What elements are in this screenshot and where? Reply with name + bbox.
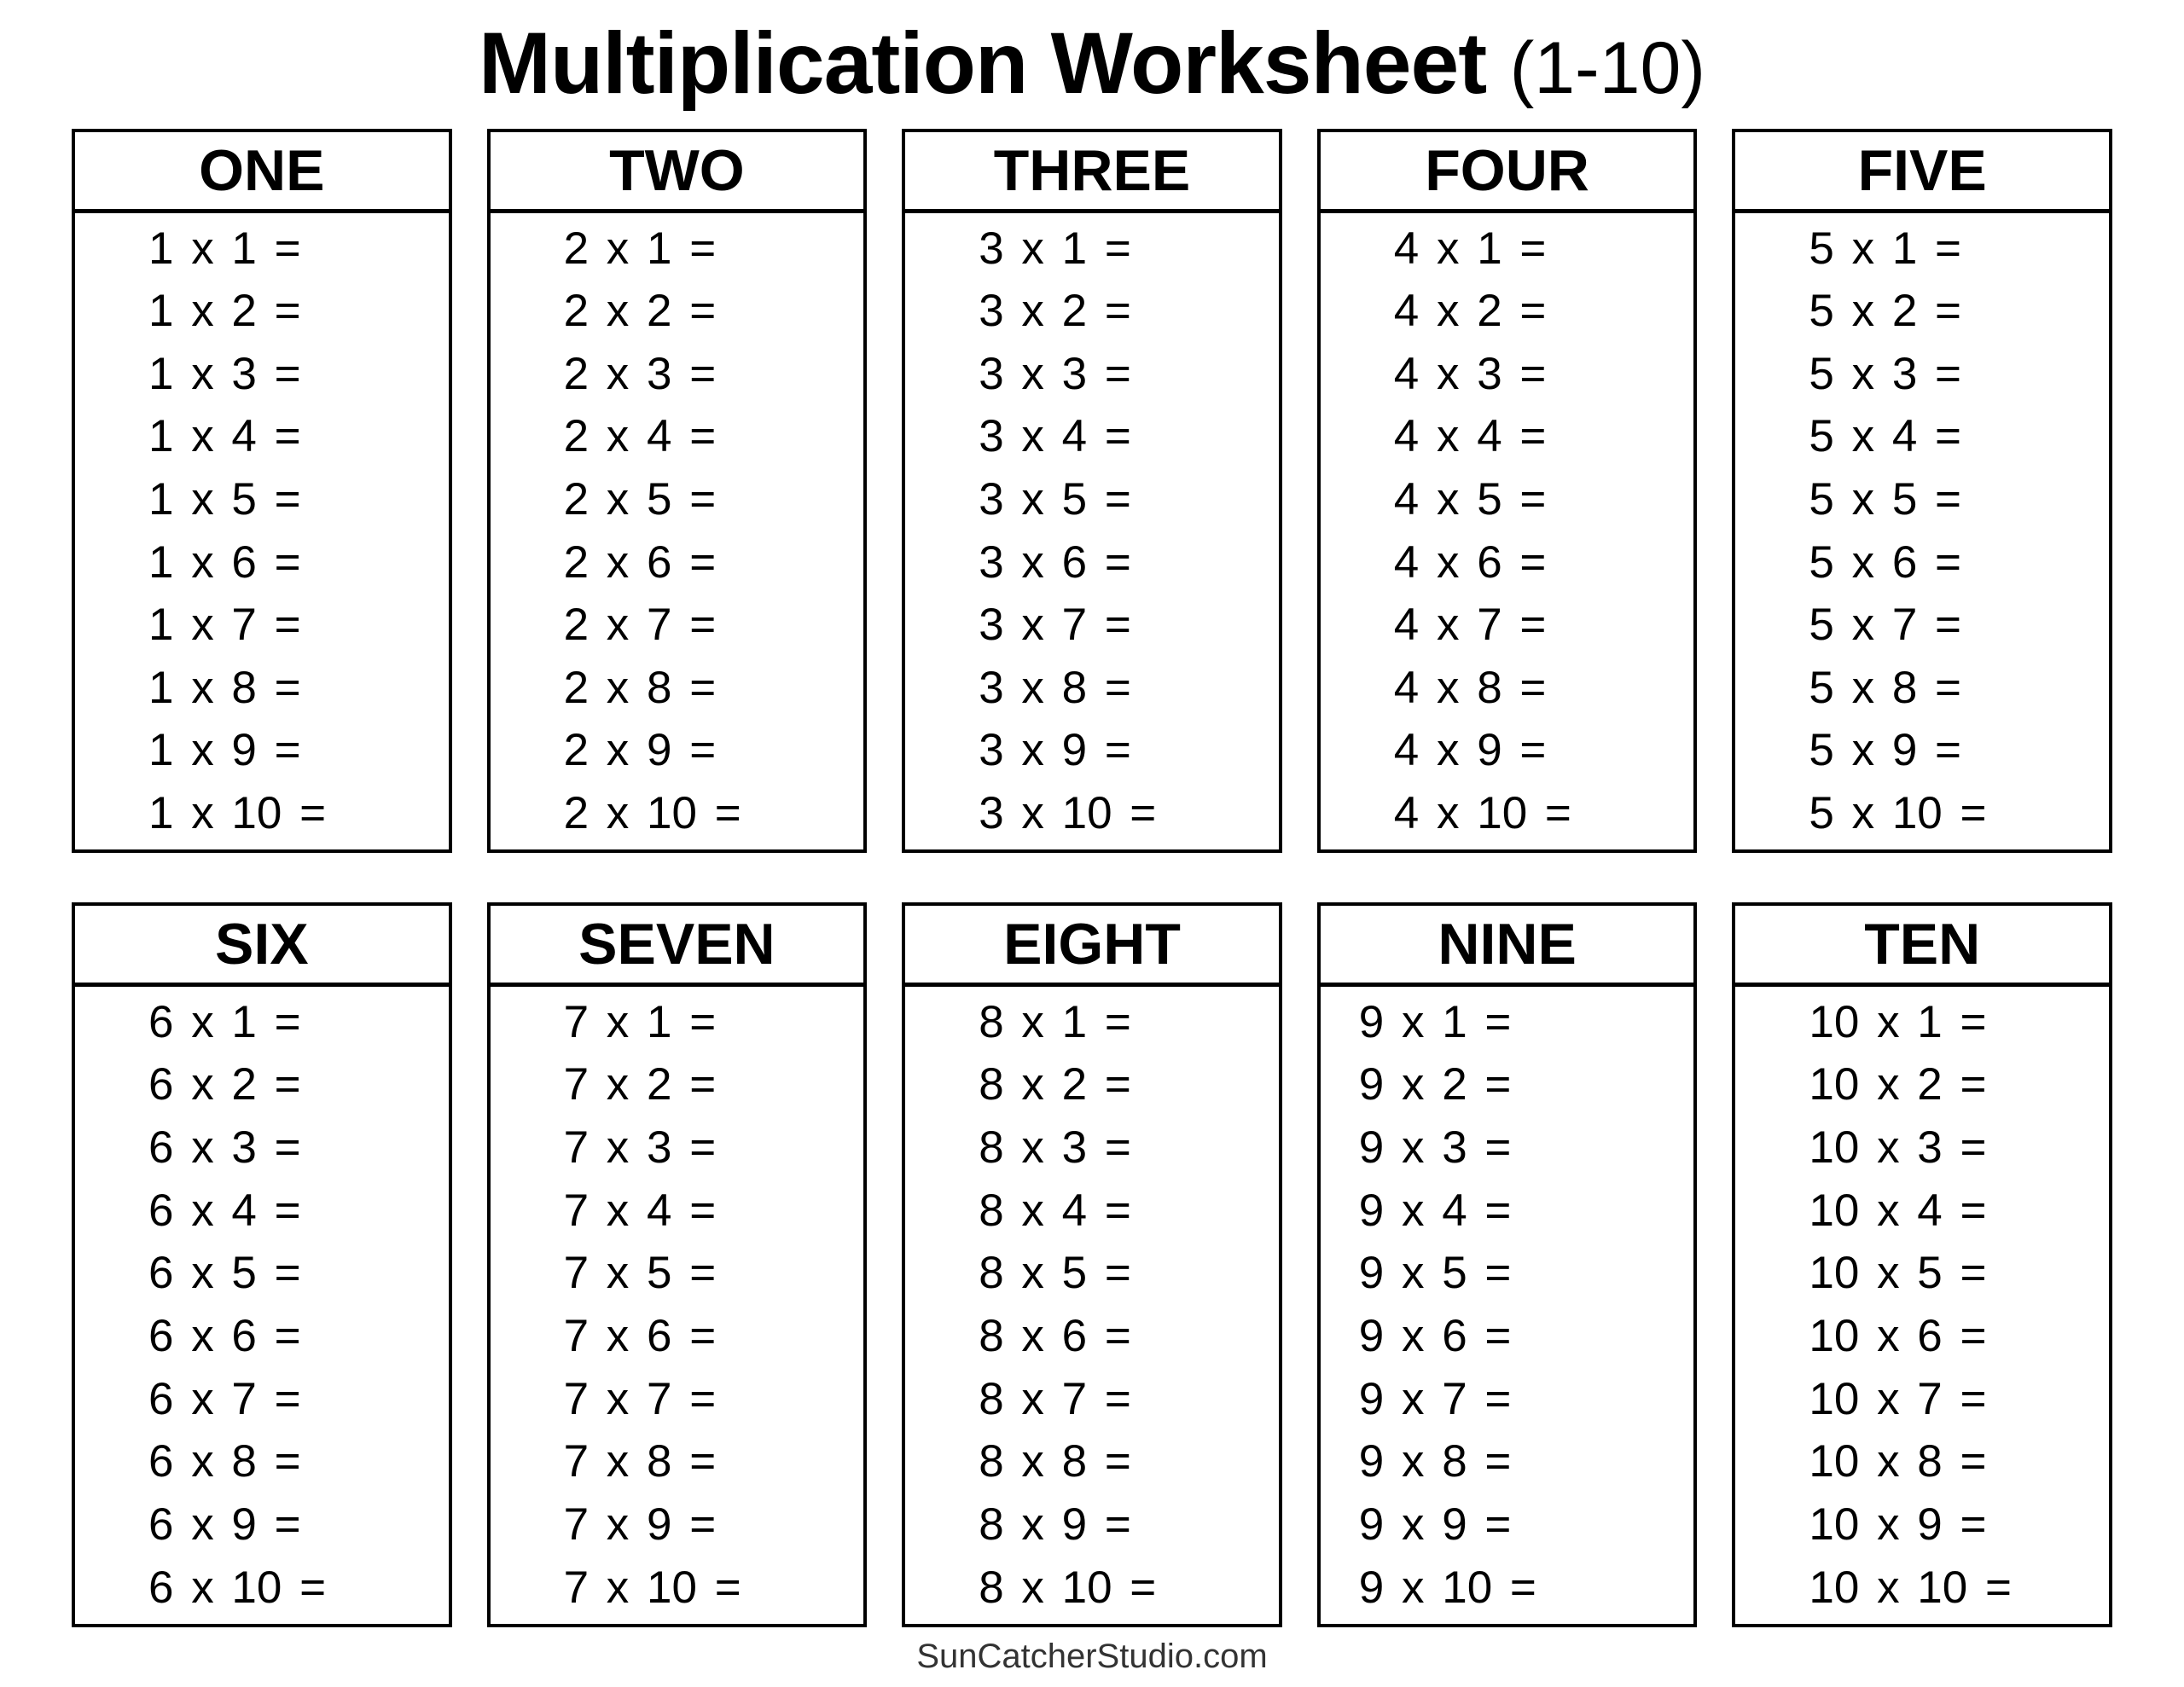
problem-row: 5 x 2 =: [1809, 286, 1961, 337]
problem-row: 4 x 4 =: [1393, 411, 1547, 462]
table-header: TWO: [491, 132, 864, 213]
table-header: TEN: [1735, 906, 2109, 987]
table-problems: [491, 987, 864, 1624]
problem-row: 8 x 7 =: [979, 1373, 1131, 1424]
problem-row: 8 x 4 =: [979, 1185, 1131, 1236]
problem-row: 1 x 4 =: [148, 411, 301, 462]
problem-row: 10 x 5 =: [1809, 1248, 1987, 1299]
problem-row: 8 x 1 =: [979, 996, 1131, 1047]
problem-row: 3 x 4 =: [979, 411, 1131, 462]
problem-row: 6 x 4 =: [148, 1185, 301, 1236]
table-header: EIGHT: [905, 906, 1279, 987]
problem-row: 3 x 2 =: [979, 286, 1131, 337]
problem-row: 8 x 9 =: [979, 1499, 1131, 1551]
problem-row: 9 x 9 =: [1358, 1499, 1512, 1551]
times-table-card: [72, 129, 452, 853]
times-table-card: [487, 902, 868, 1627]
problem-row: 3 x 9 =: [979, 725, 1131, 776]
problem-row: 6 x 2 =: [148, 1059, 301, 1110]
problem-row: 10 x 9 =: [1809, 1499, 1987, 1551]
problem-row: 4 x 3 =: [1393, 348, 1547, 399]
problem-row: 9 x 1 =: [1358, 996, 1512, 1047]
problem-row: 3 x 10 =: [979, 787, 1157, 838]
problem-row: 6 x 8 =: [148, 1436, 301, 1487]
problem-row: 7 x 6 =: [563, 1311, 717, 1362]
problem-row: 10 x 2 =: [1809, 1059, 1987, 1110]
problem-row: 7 x 5 =: [563, 1248, 717, 1299]
table-problems: [905, 213, 1279, 849]
table-header: ONE: [75, 132, 449, 213]
problem-row: 3 x 6 =: [979, 536, 1131, 588]
problem-row: 6 x 3 =: [148, 1122, 301, 1174]
problem-row: 3 x 1 =: [979, 223, 1131, 274]
problem-row: 9 x 10 =: [1358, 1562, 1536, 1613]
problem-row: 4 x 2 =: [1393, 286, 1547, 337]
table-header: NINE: [1321, 906, 1694, 987]
problem-row: 6 x 1 =: [148, 996, 301, 1047]
problem-row: 7 x 9 =: [563, 1499, 717, 1551]
page-title: [0, 0, 2184, 113]
times-table-card: [1317, 129, 1698, 853]
problem-row: 7 x 4 =: [563, 1185, 717, 1236]
problem-row: 9 x 7 =: [1358, 1373, 1512, 1424]
problem-row: 4 x 7 =: [1393, 600, 1547, 651]
problem-row: 7 x 1 =: [563, 996, 717, 1047]
table-problems: [75, 213, 449, 849]
problem-row: 1 x 7 =: [148, 600, 301, 651]
problem-row: 9 x 5 =: [1358, 1248, 1512, 1299]
problem-row: 2 x 7 =: [563, 600, 717, 651]
problem-row: 1 x 8 =: [148, 662, 301, 713]
problem-row: 5 x 6 =: [1809, 536, 1961, 588]
problem-row: 5 x 9 =: [1809, 725, 1961, 776]
problem-row: 8 x 6 =: [979, 1311, 1131, 1362]
problem-row: 2 x 1 =: [563, 223, 717, 274]
problem-row: 9 x 3 =: [1358, 1122, 1512, 1174]
problem-row: 2 x 2 =: [563, 286, 717, 337]
problem-row: 4 x 9 =: [1393, 725, 1547, 776]
problem-row: 10 x 1 =: [1809, 996, 1987, 1047]
problem-row: 4 x 6 =: [1393, 536, 1547, 588]
problem-row: 2 x 10 =: [563, 787, 741, 838]
problem-row: 1 x 2 =: [148, 286, 301, 337]
problem-row: 10 x 4 =: [1809, 1185, 1987, 1236]
problem-row: 6 x 10 =: [148, 1562, 327, 1613]
times-table-card: [902, 129, 1282, 853]
times-table-card: [1732, 129, 2112, 853]
table-header: SIX: [75, 906, 449, 987]
problem-row: 1 x 9 =: [148, 725, 301, 776]
page-title-range: (1-10): [1509, 27, 1705, 109]
problem-row: 8 x 8 =: [979, 1436, 1131, 1487]
problem-row: 2 x 3 =: [563, 348, 717, 399]
problem-row: 1 x 6 =: [148, 536, 301, 588]
table-header: FOUR: [1321, 132, 1694, 213]
worksheet-grid: [72, 129, 2112, 1627]
table-problems: [1735, 213, 2109, 849]
problem-row: 3 x 5 =: [979, 473, 1131, 525]
problem-row: 4 x 1 =: [1393, 223, 1547, 274]
problem-row: 7 x 2 =: [563, 1059, 717, 1110]
problem-row: 2 x 9 =: [563, 725, 717, 776]
problem-row: 4 x 5 =: [1393, 473, 1547, 525]
times-table-card: [902, 902, 1282, 1627]
problem-row: 2 x 8 =: [563, 662, 717, 713]
times-table-card: [487, 129, 868, 853]
problem-row: 1 x 10 =: [148, 787, 327, 838]
problem-row: 10 x 6 =: [1809, 1311, 1987, 1362]
problem-row: 1 x 5 =: [148, 473, 301, 525]
problem-row: 7 x 10 =: [563, 1562, 741, 1613]
problem-row: 10 x 8 =: [1809, 1436, 1987, 1487]
table-problems: [905, 987, 1279, 1624]
problem-row: 8 x 10 =: [979, 1562, 1157, 1613]
problem-row: 4 x 10 =: [1393, 787, 1571, 838]
problem-row: 6 x 7 =: [148, 1373, 301, 1424]
problem-row: 1 x 1 =: [148, 223, 301, 274]
times-table-card: [72, 902, 452, 1627]
problem-row: 5 x 5 =: [1809, 473, 1961, 525]
table-header: SEVEN: [491, 906, 864, 987]
problem-row: 8 x 5 =: [979, 1248, 1131, 1299]
table-problems: [1321, 987, 1694, 1624]
times-table-card: [1732, 902, 2112, 1627]
times-table-card: [1317, 902, 1698, 1627]
problem-row: 9 x 8 =: [1358, 1436, 1512, 1487]
table-problems: [75, 987, 449, 1624]
problem-row: 5 x 10 =: [1809, 787, 1987, 838]
problem-row: 2 x 4 =: [563, 411, 717, 462]
problem-row: 8 x 2 =: [979, 1059, 1131, 1110]
problem-row: 7 x 8 =: [563, 1436, 717, 1487]
problem-row: 9 x 2 =: [1358, 1059, 1512, 1110]
problem-row: 9 x 4 =: [1358, 1185, 1512, 1236]
page-title-text: Multiplication Worksheet: [479, 14, 1487, 112]
problem-row: 5 x 3 =: [1809, 348, 1961, 399]
problem-row: 3 x 8 =: [979, 662, 1131, 713]
table-header: THREE: [905, 132, 1279, 213]
problem-row: 8 x 3 =: [979, 1122, 1131, 1174]
problem-row: 6 x 9 =: [148, 1499, 301, 1551]
problem-row: 10 x 10 =: [1809, 1562, 2012, 1613]
problem-row: 6 x 6 =: [148, 1311, 301, 1362]
problem-row: 5 x 7 =: [1809, 600, 1961, 651]
problem-row: 9 x 6 =: [1358, 1311, 1512, 1362]
problem-row: 5 x 8 =: [1809, 662, 1961, 713]
problem-row: 7 x 7 =: [563, 1373, 717, 1424]
problem-row: 5 x 1 =: [1809, 223, 1961, 274]
problem-row: 7 x 3 =: [563, 1122, 717, 1174]
footer-credit: SunCatcherStudio.com: [916, 1638, 1268, 1676]
problem-row: 2 x 6 =: [563, 536, 717, 588]
problem-row: 1 x 3 =: [148, 348, 301, 399]
problem-row: 10 x 3 =: [1809, 1122, 1987, 1174]
problem-row: 3 x 7 =: [979, 600, 1131, 651]
problem-row: 10 x 7 =: [1809, 1373, 1987, 1424]
problem-row: 5 x 4 =: [1809, 411, 1961, 462]
problem-row: 4 x 8 =: [1393, 662, 1547, 713]
table-problems: [491, 213, 864, 849]
problem-row: 6 x 5 =: [148, 1248, 301, 1299]
problem-row: 2 x 5 =: [563, 473, 717, 525]
problem-row: 3 x 3 =: [979, 348, 1131, 399]
table-header: FIVE: [1735, 132, 2109, 213]
table-problems: [1321, 213, 1694, 849]
table-problems: [1735, 987, 2109, 1624]
